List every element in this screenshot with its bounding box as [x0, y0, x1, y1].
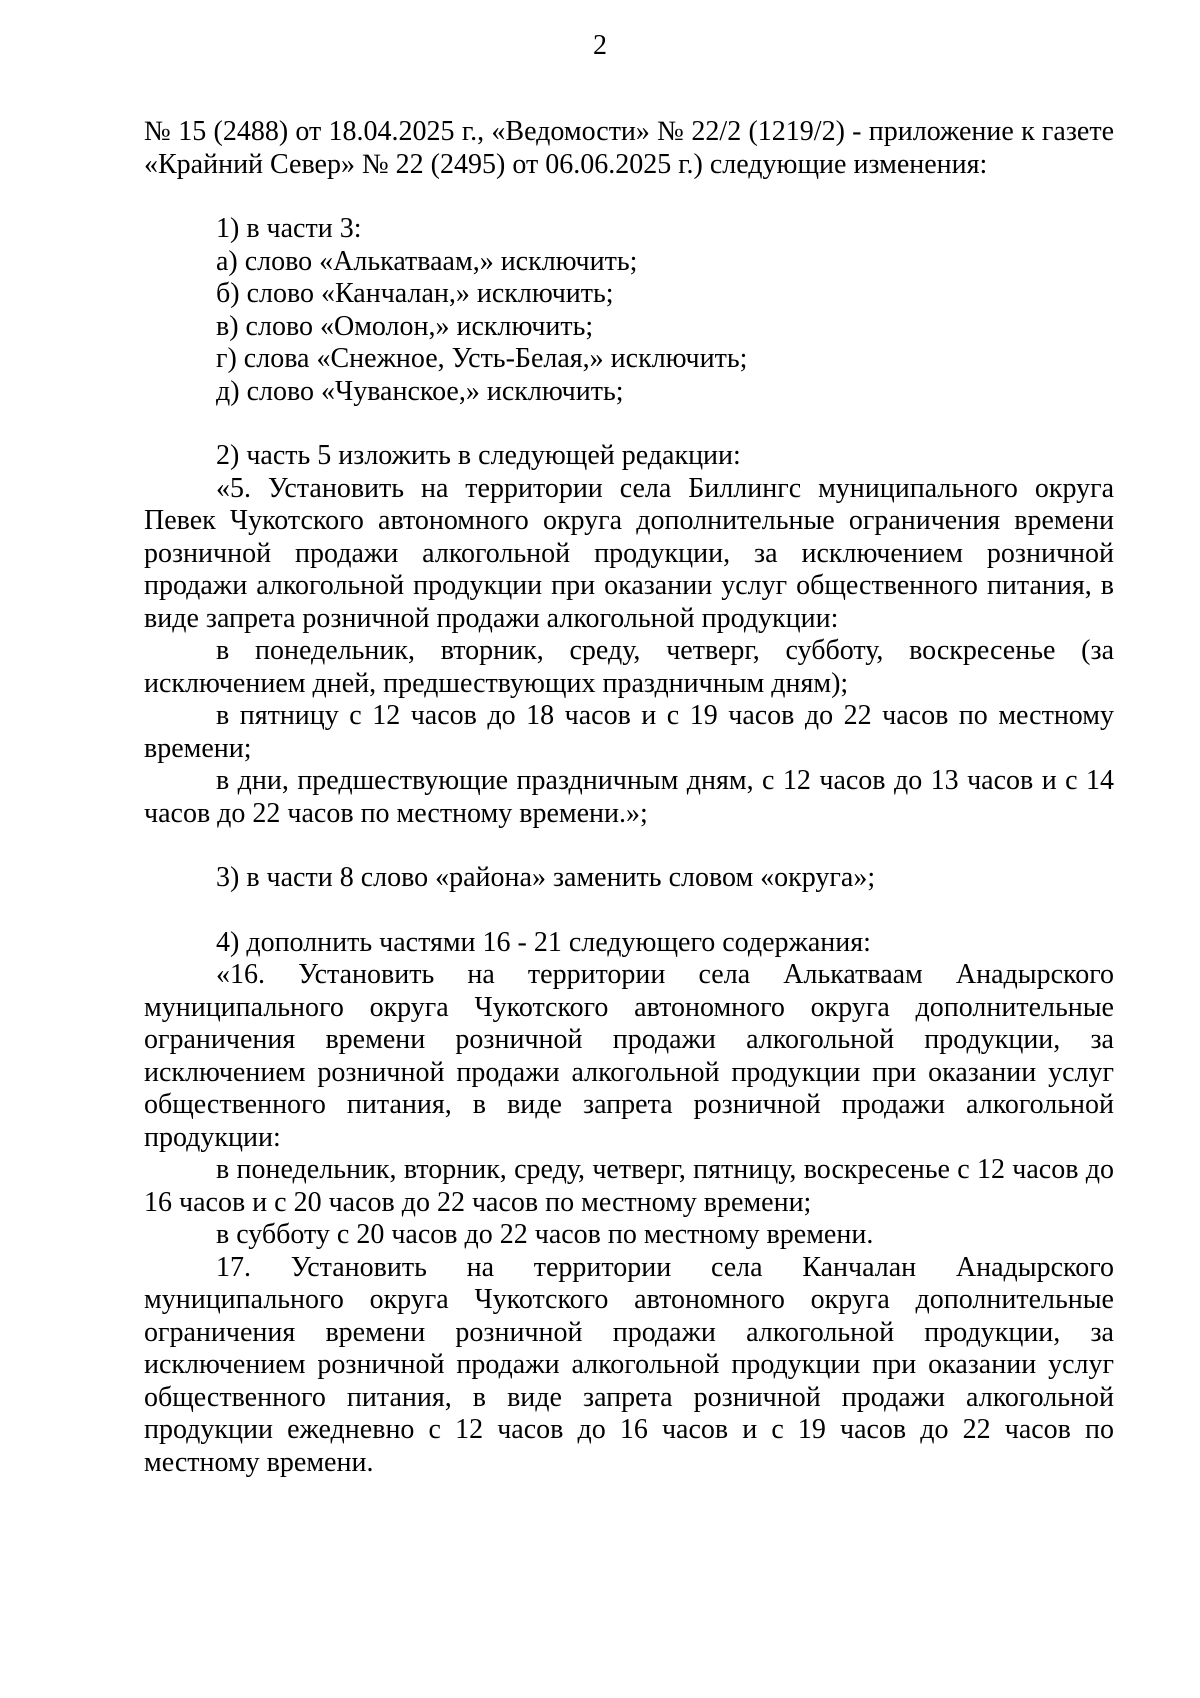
part5-days-paragraph: в понедельник, вторник, среду, четверг, субботу, воскресенье (за исключением дней, предшествующих праздничным дням);	[144, 635, 1114, 699]
spacer	[144, 830, 1114, 862]
spacer	[144, 408, 1114, 440]
item1-subitem-d: г) слова «Снежное, Усть-Белая,» исключить;	[216, 343, 748, 374]
page-number: 2	[593, 30, 607, 61]
part17-paragraph: 17. Установить на территории села Канчалан Анадырского муниципального округа Чукотского автономного округа дополнительные ограничения времени розничной продажи алкогольной продукции, за исключением розничной продажи алкогольной продукции при оказании услуг общественного питания, в виде запрета розничной продажи алкогольной продукции ежедневно с 12 часов до 16 часов и с 19 часов до 22 часов по местному времени.	[144, 1251, 1114, 1478]
part16-paragraph: «16. Установить на территории села Алькатваам Анадырского муниципального округа Чукотского автономного округа дополнительные ограничения времени розничной продажи алкогольной продукции, за исключением розничной продажи алкогольной продукции при оказании услуг общественного питания, в виде запрета розничной продажи алкогольной продукции:	[144, 959, 1114, 1153]
item1-subitem-a: а) слово «Алькатваам,» исключить;	[216, 245, 638, 277]
spacer	[144, 895, 1114, 927]
item1-subitem-e: д) слово «Чуванское,» исключить;	[216, 375, 624, 407]
spacer	[144, 181, 1114, 213]
part16-days-paragraph: в понедельник, вторник, среду, четверг, пятницу, воскресенье с 12 часов до 16 часов и с 20 часов до 22 часов по местному времени;	[144, 1154, 1114, 1218]
part5-holidays-paragraph: в дни, предшествующие праздничным дням, с 12 часов до 13 часов и с 14 часов до 22 часов по местному времени.»;	[144, 765, 1114, 829]
part5-paragraph: «5. Установить на территории села Биллингс муниципального округа Певек Чукотского автономного округа дополнительные ограничения времени розничной продажи алкогольной продукции, за исключением розничной продажи алкогольной продукции при оказании услуг общественного питания, в виде запрета розничной продажи алкогольной продукции:	[144, 472, 1114, 634]
document-body	[144, 116, 1114, 1479]
item3-paragraph: 3) в части 8 слово «района» заменить словом «округа»;	[216, 862, 876, 893]
item4-heading: 4) дополнить частями 16 - 21 следующего содержания:	[216, 926, 871, 958]
item1-heading: 1) в части 3:	[216, 213, 362, 244]
intro-paragraph: № 15 (2488) от 18.04.2025 г., «Ведомости» № 22/2 (1219/2) - приложение к газете «Крайний Север» № 22 (2495) от 06.06.2025 г.) следующие изменения:	[144, 116, 1114, 180]
item2-heading: 2) часть 5 изложить в следующей редакции:	[216, 440, 741, 471]
part5-friday-paragraph: в пятницу с 12 часов до 18 часов и с 19 часов до 22 часов по местному времени;	[144, 700, 1114, 764]
item1-subitem-b: б) слово «Канчалан,» исключить;	[216, 278, 614, 309]
part16-saturday-paragraph: в субботу с 20 часов до 22 часов по местному времени.	[216, 1219, 874, 1250]
item1-subitem-c: в) слово «Омолон,» исключить;	[216, 310, 594, 342]
